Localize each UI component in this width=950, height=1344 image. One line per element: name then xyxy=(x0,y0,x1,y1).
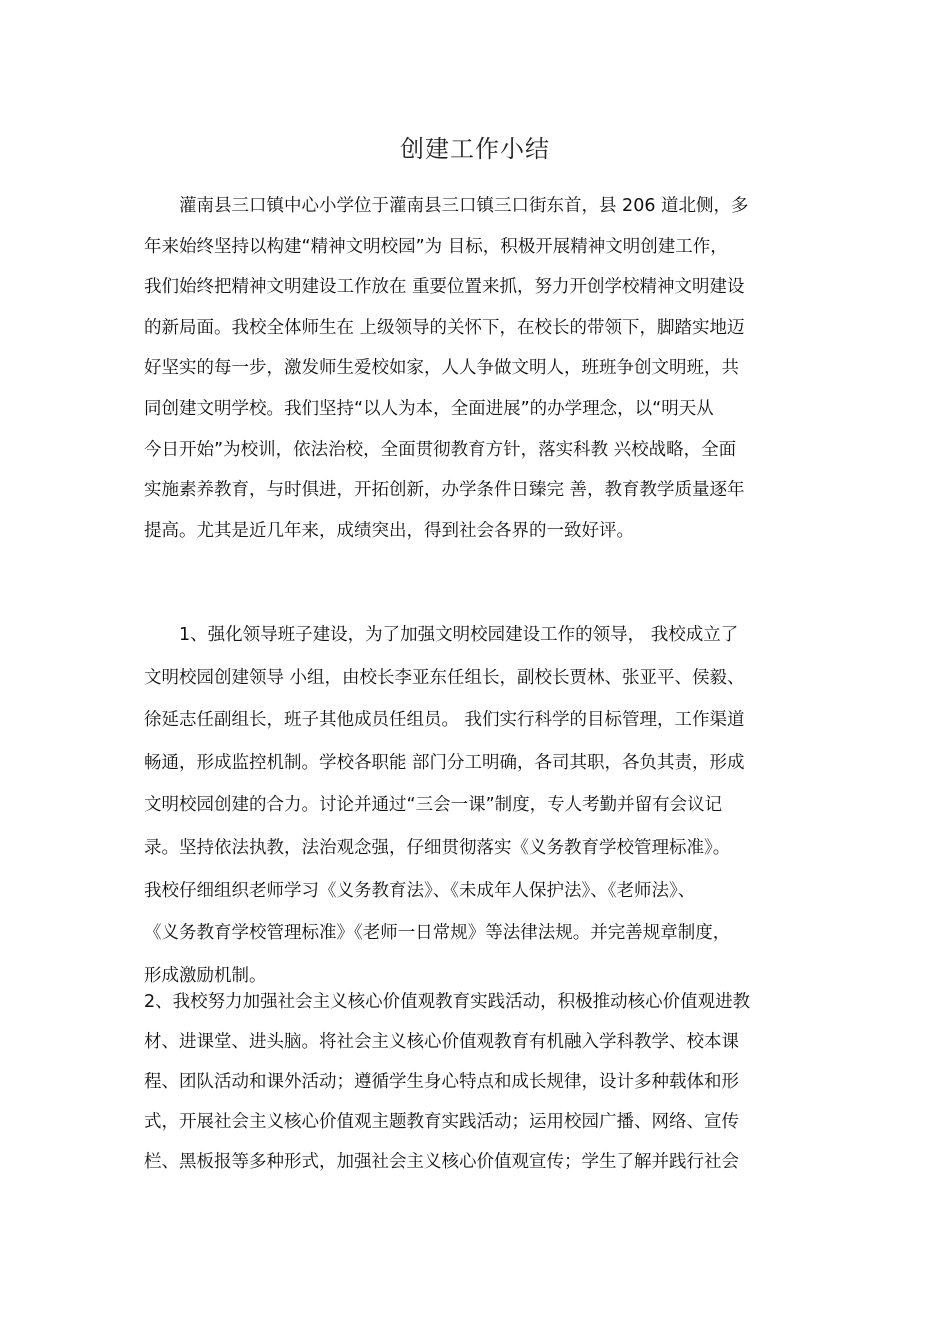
text-line: 徐延志任副组长，班子其他成员任组员。 我们实行科学的目标管理，工作渠道 xyxy=(144,710,745,731)
text-line: 程、团队活动和课外活动；遵循学生身心特点和成长规律，设计多种载体和形 xyxy=(144,1072,739,1092)
text-line: 式，开展社会主义核心价值观主题教育实践活动；运用校园广播、网络、宣传 xyxy=(144,1112,739,1132)
text-line: 的新局面。我校全体师生在 上级领导的关怀下，在校长的带领下，脚踏实地迈 xyxy=(144,317,745,338)
text-line: 今日开始”为校训，依法治校，全面贯彻教育方针，落实科教 兴校战略，全面 xyxy=(144,439,737,460)
text-line: 1、强化领导班子建设，为了加强文明校园建设工作的领导， 我校成立了 xyxy=(179,625,739,645)
text-line: 2、我校努力加强社会主义核心价值观教育实践活动，积极推动核心价值观进教 xyxy=(144,992,751,1012)
text-line: 好坚实的每一步，激发师生爱校如家，人人争做文明人，班班争创文明班，共 xyxy=(144,358,739,379)
intro-paragraph xyxy=(144,186,808,551)
item-1-paragraph xyxy=(144,614,808,997)
text-line: 栏、黑板报等多种形式，加强社会主义核心价值观宣传；学生了解并践行社会 xyxy=(144,1152,739,1172)
text-line: 文明校园创建的合力。讨论并通过“三会一课”制度，专人考勤并留有会议记 xyxy=(144,795,723,816)
document-title: 创建工作小结 xyxy=(400,135,550,163)
item-2-paragraph xyxy=(144,982,808,1182)
text-line: 形成激励机制。 xyxy=(144,965,267,986)
text-line: 同创建文明学校。我们坚持“以人为本，全面进展”的办学理念，以“明天从 xyxy=(144,398,714,419)
text-line: 我们始终把精神文明建设工作放在 重要位置来抓，努力开创学校精神文明建设 xyxy=(144,277,745,298)
text-line: 《义务教育学校管理标准》《老师一日常规》等法律法规。并完善规章制度， xyxy=(144,923,731,944)
text-line: 实施素养教育，与时俱进，开拓创新，办学条件日臻完 善，教育教学质量逐年 xyxy=(144,480,745,501)
text-line: 灌南县三口镇中心小学位于灌南县三口镇三口街东首，县 206 道北侧，多 xyxy=(179,196,749,216)
text-line: 材、进课堂、进头脑。将社会主义核心价值观教育有机融入学科教学、校本课 xyxy=(144,1032,739,1052)
text-line: 提高。尤其是近几年来，成绩突出，得到社会各界的一致好评。 xyxy=(144,520,634,541)
text-line: 文明校园创建领导 小组，由校长李亚东任组长，副校长贾林、张亚平、侯毅、 xyxy=(144,667,745,688)
text-line: 录。坚持依法执教，法治观念强，仔细贯彻落实《义务教育学校管理标准》。 xyxy=(144,837,731,858)
text-line: 年来始终坚持以构建“精神文明校园”为 目标，积极开展精神文明创建工作， xyxy=(144,236,728,257)
text-line: 我校仔细组织老师学习《义务教育法》、《未成年人保护法》、《老师法》、 xyxy=(144,880,696,901)
text-line: 畅通，形成监控机制。学校各职能 部门分工明确，各司其职，各负其责，形成 xyxy=(144,752,745,773)
